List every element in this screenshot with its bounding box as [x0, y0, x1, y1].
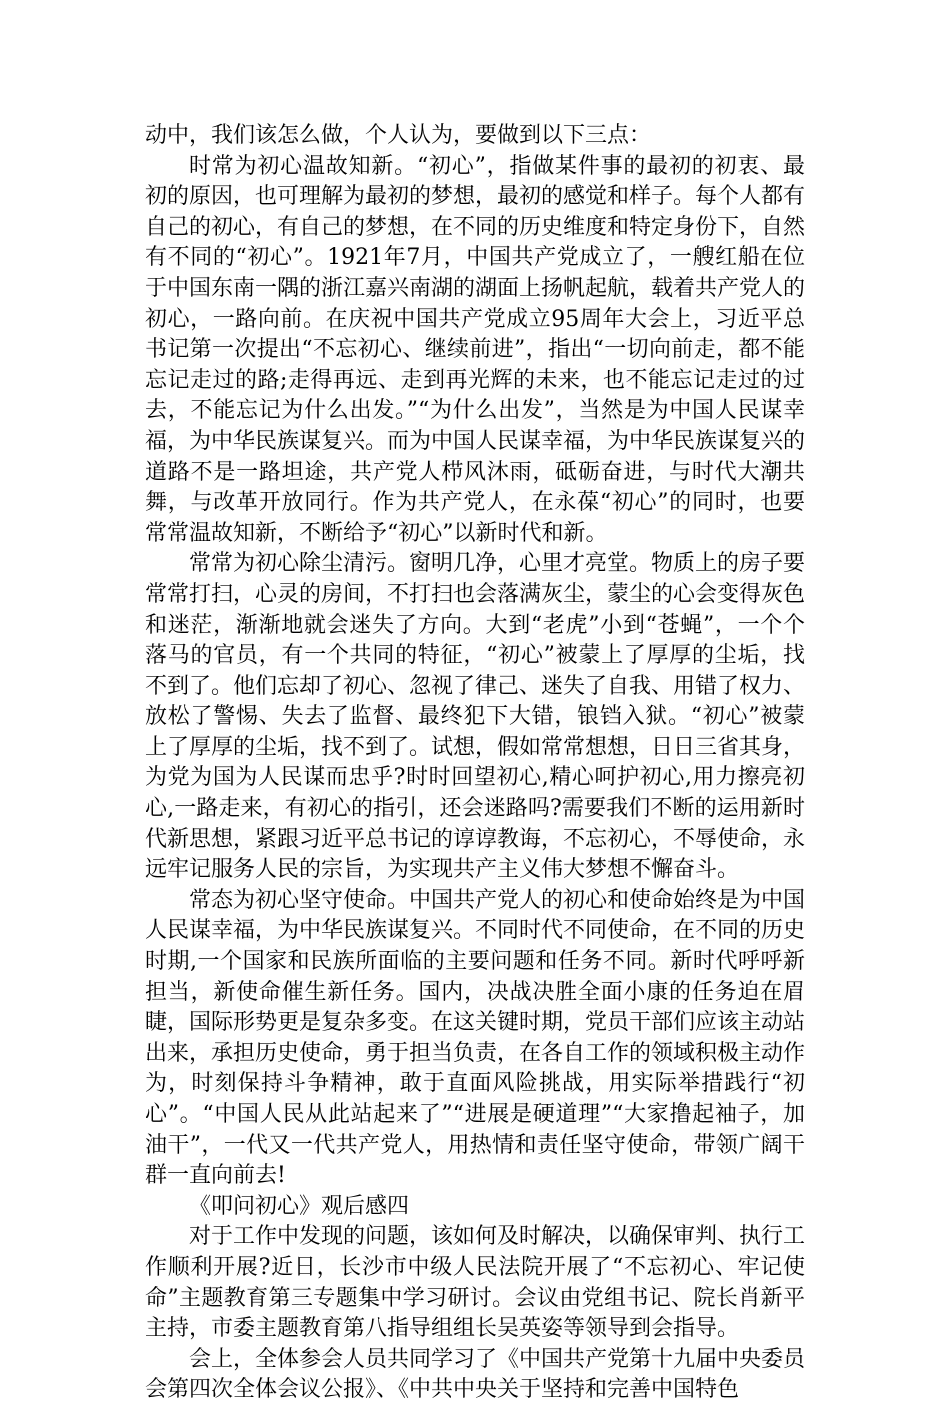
paragraph-review-original-intention: 时常为初心温故知新。“初心”，指做某件事的最初的初衷、最初的原因，也可理解为最初的梦想，最初的感觉和样子。每个人都有自己的初心，有自己的梦想，在不同的历史维度和特定身份下，自然有不同的“初心”。1921年7月，中国共产党成立了，一艘红船在位于中国东南一隅的浙江嘉兴南湖的湖面上扬帆起航，载着共产党人的初心，一路向前。在庆祝中国共产党成立95周年大会上，习近平总书记第一次提出“不忘初心、继续前进”，指出“一切向前走，都不能忘记走过的路;走得再远、走到再光辉的未来，也不能忘记走过的过去，不能忘记为什么出发。”“为什么出发”，当然是为中国人民谋幸福，为中华民族谋复兴。而为中国人民谋幸福，为中华民族谋复兴的道路不是一路坦途，共产党人栉风沐雨，砥砺奋进，与时代大潮共舞，与改革开放同行。作为共产党人，在永葆“初心”的同时，也要常常温故知新，不断给予“初心”以新时代和新。 — [145, 153, 806, 546]
section-heading: 《叩问初心》观后感四 — [189, 1193, 410, 1219]
paragraph-meeting-study: 会上，全体参会人员共同学习了《中国共产党第十九届中央委员会第四次全体会议公报》、《中共中央关于坚持和完善中国特色 — [145, 1346, 806, 1403]
paragraph-clean-original-intention: 常常为初心除尘清污。窗明几净，心里才亮堂。物质上的房子要常常打扫，心灵的房间，不打扫也会落满灰尘，蒙尘的心会变得灰色和迷茫，渐渐地就会迷失了方向。大到“老虎”小到“苍蝇”，一个个落马的官员，有一个共同的特征，“初心”被蒙上了厚厚的尘垢，找不到了。他们忘却了初心、忽视了律己、迷失了自我、用错了权力、放松了警惕、失去了监督、最终犯下大错，锒铛入狱。“初心”被蒙上了厚厚的尘垢，找不到了。试想，假如常常想想，日日三省其身，为党为国为人民谋而忠乎?时时回望初心,精心呵护初心,用力擦亮初心,一路走来，有初心的指引，还会迷路吗?需要我们不断的运用新时代新思想，紧跟习近平总书记的谆谆教诲，不忘初心，不辱使命，永远牢记服务人民的宗旨，为实现共产主义伟大梦想不懈奋斗。 — [145, 551, 806, 883]
paragraph-court-study: 对于工作中发现的问题，该如何及时解决，以确保审判、执行工作顺利开展?近日，长沙市中级人民法院开展了“不忘初心、牢记使命”主题教育第三专题集中学习研讨。会议由党组书记、院长肖新平主持，市委主题教育第八指导组组长吴英姿等领导到会指导。 — [145, 1224, 806, 1342]
paragraph-keep-mission: 常态为初心坚守使命。中国共产党人的初心和使命始终是为中国人民谋幸福，为中华民族谋复兴。不同时代不同使命，在不同的历史时期,一个国家和民族所面临的主要问题和任务不同。新时代呼呼新担当，新使命催生新任务。国内，决战决胜全面小康的任务迫在眉睫，国际形势更是复杂多变。在这关键时期，党员干部们应该主动站出来，承担历史使命，勇于担当负责，在各自工作的领域积极主动作为，时刻保持斗争精神，敢于直面风险挑战，用实际举措践行“初心”。“中国人民从此站起来了”“进展是硬道理”“大家撸起袖子，加油干”，一代又一代共产党人，用热情和责任坚守使命，带领广阔干群一直向前去! — [145, 887, 806, 1189]
paragraph-continuation: 动中，我们该怎么做，个人认为，要做到以下三点： — [145, 123, 652, 148]
document-page — [145, 121, 805, 1406]
